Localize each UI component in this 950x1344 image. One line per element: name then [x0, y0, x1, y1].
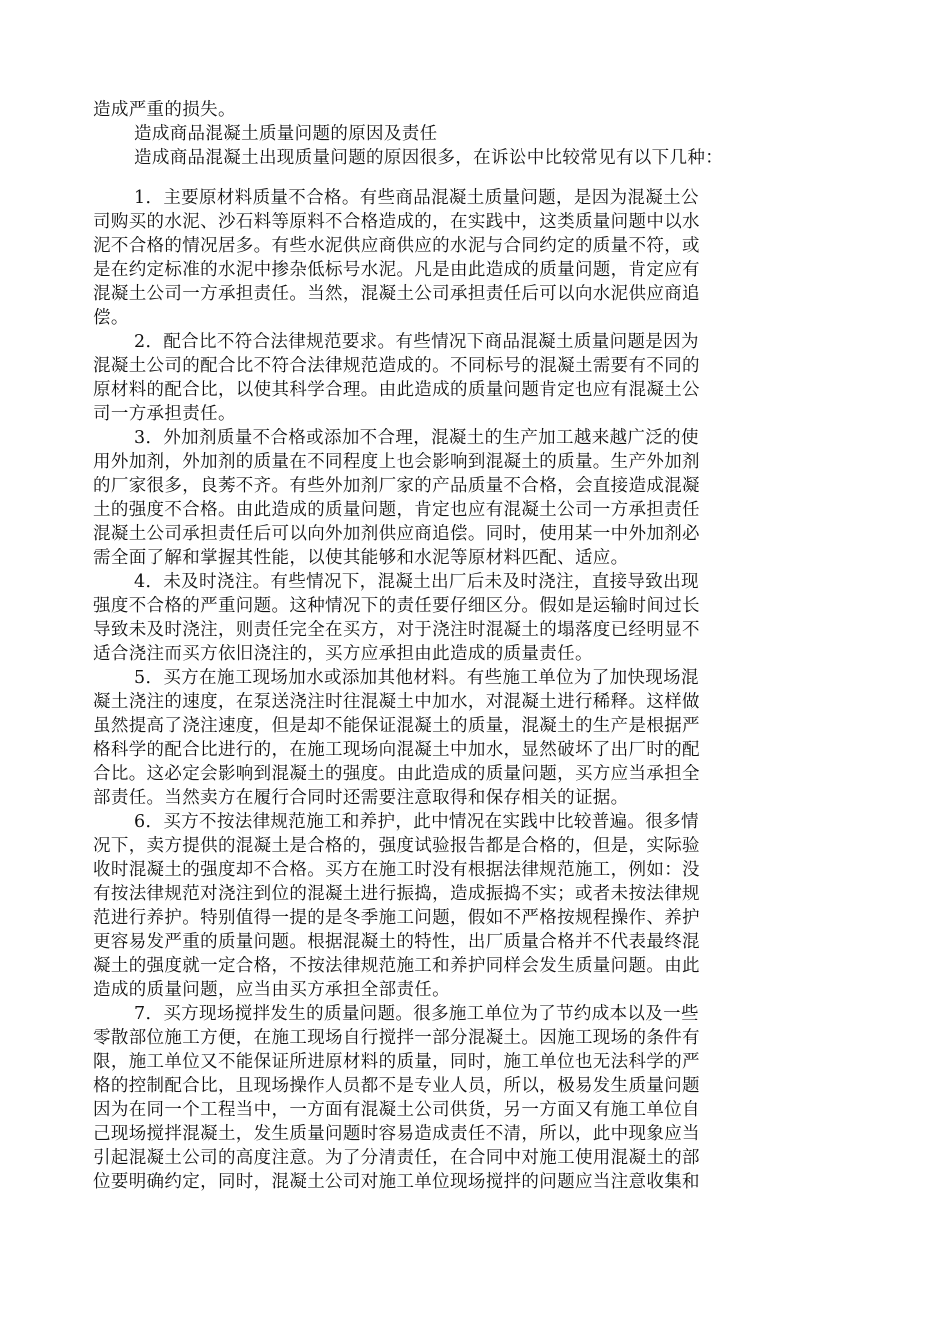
text-line: 限，施工单位又不能保证所进原材料的质量，同时，施工单位也无法科学的严 [93, 1052, 700, 1072]
text-line: 5．买方在施工现场加水或添加其他材料。有些施工单位为了加快现场混 [134, 668, 699, 688]
text-line: 泥不合格的情况居多。有些水泥供应商供应的水泥与合同约定的质量不符，或 [93, 236, 700, 256]
text-line: 3．外加剂质量不合格或添加不合理，混凝土的生产加工越来越广泛的使 [134, 428, 699, 448]
text-line: 造成商品混凝土出现质量问题的原因很多，在诉讼中比较常见有以下几种： [134, 148, 724, 168]
text-line: 导致未及时浇注，则责任完全在买方，对于浇注时混凝土的塌落度已经明显不 [93, 620, 700, 640]
text-line: 收时混凝土的强度却不合格。买方在施工时没有根据法律规范施工，例如：没 [93, 860, 700, 880]
blank-line [93, 170, 863, 186]
text-line: 凝土浇注的速度，在泵送浇注时往混凝土中加水，对混凝土进行稀释。这样做 [93, 692, 700, 712]
text-line: 造成严重的损失。 [93, 100, 236, 120]
text-line: 7．买方现场搅拌发生的质量问题。很多施工单位为了节约成本以及一些 [134, 1004, 699, 1024]
text-line: 范进行养护。特别值得一提的是冬季施工问题，假如不严格按规程操作、养护 [93, 908, 700, 928]
text-line: 部责任。当然卖方在履行合同时还需要注意取得和保存相关的证据。 [93, 788, 629, 808]
text-line: 造成商品混凝土质量问题的原因及责任 [134, 124, 438, 144]
text-line: 1．主要原材料质量不合格。有些商品混凝土质量问题，是因为混凝土公 [134, 188, 699, 208]
text-line: 司一方承担责任。 [93, 404, 236, 424]
text-line: 土的强度不合格。由此造成的质量问题，肯定也应有混凝土公司一方承担责任 [93, 500, 700, 520]
text-line: 因为在同一个工程当中，一方面有混凝土公司供货，另一方面又有施工单位自 [93, 1100, 700, 1120]
text-line: 虽然提高了浇注速度，但是却不能保证混凝土的质量，混凝土的生产是根据严 [93, 716, 700, 736]
text-line: 需全面了解和掌握其性能，以使其能够和水泥等原材料匹配、适应。 [93, 548, 629, 568]
text-line: 司购买的水泥、沙石料等原料不合格造成的，在实践中，这类质量问题中以水 [93, 212, 700, 232]
text-line: 4．未及时浇注。有些情况下，混凝土出厂后未及时浇注，直接导致出现 [134, 572, 699, 592]
text-line: 强度不合格的严重问题。这种情况下的责任要仔细区分。假如是运输时间过长 [93, 596, 700, 616]
text-line: 是在约定标准的水泥中掺杂低标号水泥。凡是由此造成的质量问题，肯定应有 [93, 260, 700, 280]
text-line: 用外加剂，外加剂的质量在不同程度上也会影响到混凝土的质量。生产外加剂 [93, 452, 700, 472]
text-line: 己现场搅拌混凝土，发生质量问题时容易造成责任不清，所以，此中现象应当 [93, 1124, 700, 1144]
text-line: 零散部位施工方便，在施工现场自行搅拌一部分混凝土。因施工现场的条件有 [93, 1028, 700, 1048]
text-line: 混凝土公司的配合比不符合法律规范造成的。不同标号的混凝土需要有不同的 [93, 356, 700, 376]
text-line: 凝土的强度就一定合格，不按法律规范施工和养护同样会发生质量问题。由此 [93, 956, 700, 976]
text-line: 2．配合比不符合法律规范要求。有些情况下商品混凝土质量问题是因为 [134, 332, 699, 352]
text-line: 更容易发严重的质量问题。根据混凝土的特性，出厂质量合格并不代表最终混 [93, 932, 700, 952]
text-line: 的厂家很多，良莠不齐。有些外加剂厂家的产品质量不合格，会直接造成混凝 [93, 476, 700, 496]
document-body [93, 98, 863, 1194]
text-line: 6．买方不按法律规范施工和养护，此中情况在实践中比较普遍。很多情 [134, 812, 699, 832]
text-line: 混凝土公司一方承担责任。当然，混凝土公司承担责任后可以向水泥供应商追 [93, 284, 700, 304]
text-line: 造成的质量问题，应当由买方承担全部责任。 [93, 980, 450, 1000]
text-line: 合比。这必定会影响到混凝土的强度。由此造成的质量问题，买方应当承担全 [93, 764, 700, 784]
text-line: 况下，卖方提供的混凝土是合格的，强度试验报告都是合格的，但是，实际验 [93, 836, 700, 856]
text-line: 有按法律规范对浇注到位的混凝土进行振捣，造成振捣不实；或者未按法律规 [93, 884, 700, 904]
text-line: 位要明确约定，同时，混凝土公司对施工单位现场搅拌的问题应当注意收集和 [93, 1172, 700, 1192]
text-line: 格科学的配合比进行的，在施工现场向混凝土中加水，显然破坏了出厂时的配 [93, 740, 700, 760]
text-line: 引起混凝土公司的高度注意。为了分清责任，在合同中对施工使用混凝土的部 [93, 1148, 700, 1168]
text-line: 原材料的配合比，以使其科学合理。由此造成的质量问题肯定也应有混凝土公 [93, 380, 700, 400]
text-line: 格的控制配合比，且现场操作人员都不是专业人员，所以，极易发生质量问题 [93, 1076, 700, 1096]
text-line: 偿。 [93, 308, 129, 328]
text-line: 适合浇注而买方依旧浇注的，买方应承担由此造成的质量责任。 [93, 644, 593, 664]
text-line: 混凝土公司承担责任后可以向外加剂供应商追偿。同时，使用某一中外加剂必 [93, 524, 700, 544]
